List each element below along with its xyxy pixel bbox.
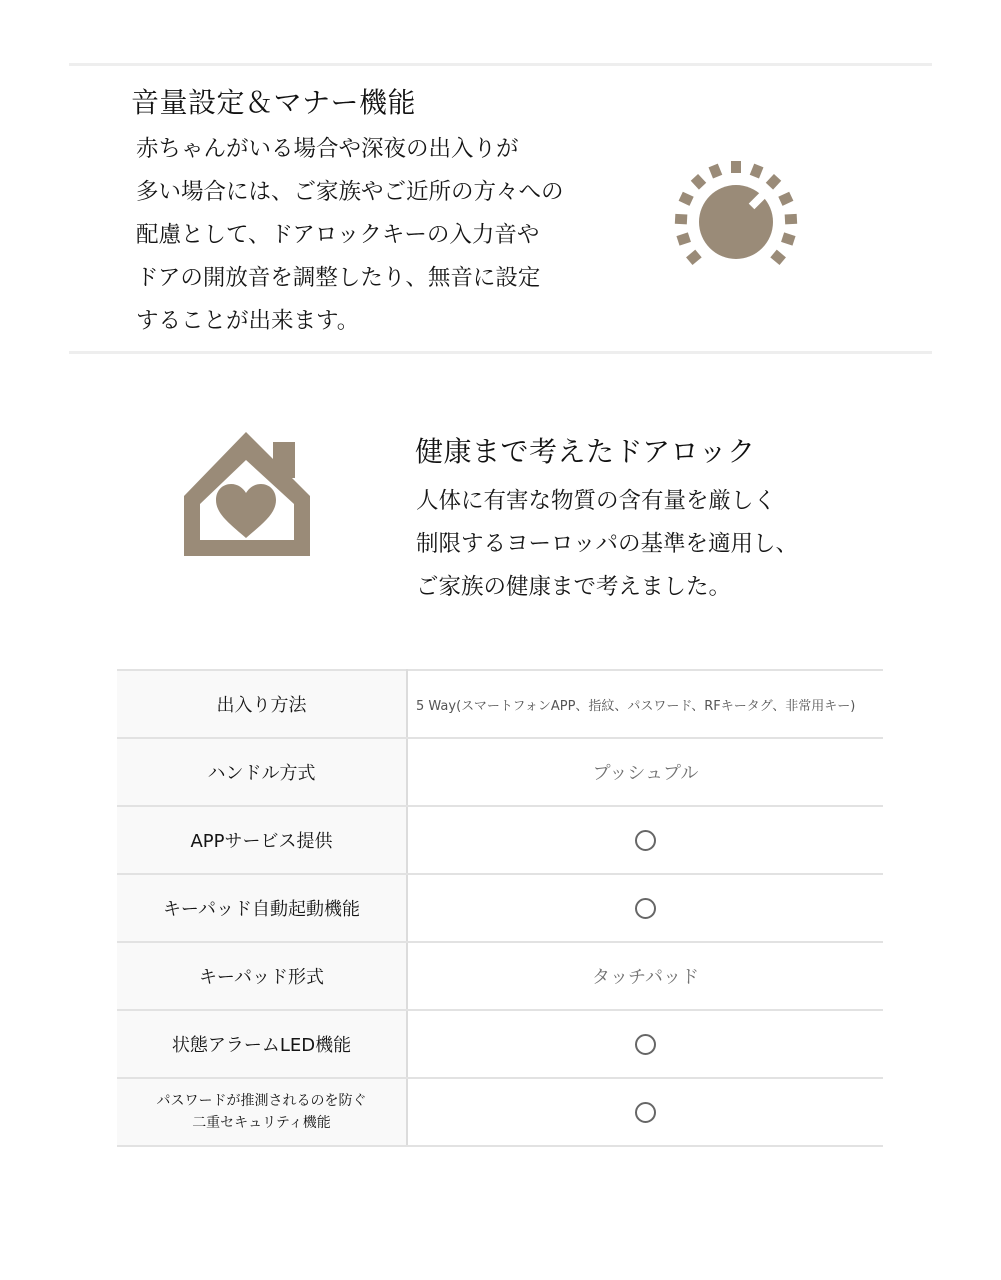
- body-line: 赤ちゃんがいる場合や深夜の出入りが: [136, 136, 519, 162]
- health-section-body: [416, 480, 798, 609]
- top-divider: [69, 63, 932, 66]
- row-value: [407, 806, 883, 874]
- row-label: APPサービス提供: [117, 806, 407, 874]
- body-line: ご家族の健康まで考えました。: [416, 574, 732, 600]
- body-line: 多い場合には、ご家族やご近所の方々への: [136, 179, 564, 205]
- bottom-divider: [69, 351, 932, 354]
- circle-check-icon: [635, 830, 656, 851]
- row-value: 5 Way(スマートフォンAPP、指紋、パスワード、RFキータグ、非常用キー): [407, 670, 883, 738]
- volume-section-title: 音量設定＆マナー機能: [131, 86, 417, 119]
- spec-table: [117, 669, 883, 1147]
- circle-check-icon: [635, 1034, 656, 1055]
- row-label: 状態アラームLED機能: [117, 1010, 407, 1078]
- table-row: [117, 670, 883, 738]
- row-value: [407, 1078, 883, 1146]
- circle-check-icon: [635, 1102, 656, 1123]
- table-row: [117, 1010, 883, 1078]
- body-line: 制限するヨーロッパの基準を適用し、: [416, 531, 799, 557]
- row-label: [117, 1078, 407, 1146]
- circle-check-icon: [635, 898, 656, 919]
- row-label-line: パスワードが推測されるのを防ぐ: [156, 1093, 367, 1109]
- row-value: タッチパッド: [407, 942, 883, 1010]
- row-value: [407, 1010, 883, 1078]
- row-label: キーパッド形式: [117, 942, 407, 1010]
- house-heart-icon: [180, 430, 312, 560]
- body-line: 配慮として、ドアロックキーの入力音や: [136, 222, 540, 248]
- body-line: することが出来ます。: [136, 308, 360, 334]
- body-line: ドアの開放音を調整したり、無音に設定: [136, 265, 541, 291]
- table-row: [117, 942, 883, 1010]
- volume-knob-icon: [666, 152, 806, 272]
- row-value: [407, 874, 883, 942]
- row-label-line: 二重セキュリティ機能: [192, 1115, 331, 1131]
- row-label: キーパッド自動起動機能: [117, 874, 407, 942]
- table-row: [117, 806, 883, 874]
- body-line: 人体に有害な物質の含有量を厳しく: [416, 488, 777, 514]
- row-value: プッシュプル: [407, 738, 883, 806]
- health-section-title: 健康まで考えたドアロック: [415, 435, 756, 468]
- table-row: [117, 738, 883, 806]
- table-row: [117, 1078, 883, 1146]
- table-row: [117, 874, 883, 942]
- row-label: ハンドル方式: [117, 738, 407, 806]
- volume-section-body: [136, 128, 564, 343]
- row-label: 出入り方法: [117, 670, 407, 738]
